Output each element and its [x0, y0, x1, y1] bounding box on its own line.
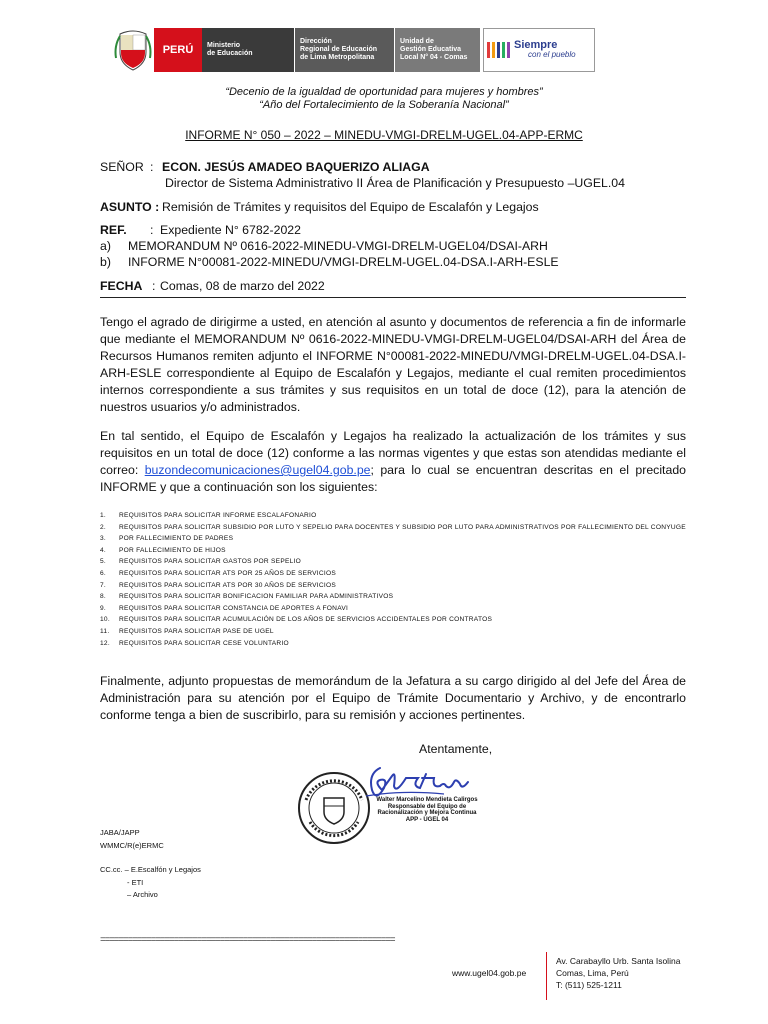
ref-expediente: Expediente N° 6782-2022	[160, 223, 301, 237]
list-item-text: REQUISITOS PARA SOLICITAR PASE DE UGEL	[119, 627, 274, 635]
list-item-text: REQUISITOS PARA SOLICITAR ATS POR 25 AÑOS DE SERVICIOS	[119, 569, 336, 577]
list-item-number: 4.	[100, 546, 106, 554]
cc-eti: - ETI	[127, 878, 144, 887]
list-item-text: REQUISITOS PARA SOLICITAR ACUMULACIÓN DE LOS AÑOS DE SERVICIOS ACCIDENTALES POR CONTRATOS	[119, 616, 493, 624]
list-item-number: 10.	[100, 616, 110, 624]
unidad-block: Unidad de Gestión Educativa Local N° 04 - Comas	[394, 28, 480, 72]
recipient-position: Director de Sistema Administrativo II Área de Planificación y Presupuesto –UGEL.04	[165, 176, 625, 190]
national-seal-icon	[112, 28, 154, 72]
requirements-list	[100, 510, 686, 649]
list-item	[100, 614, 686, 626]
separator-line: ================================================================	[100, 934, 395, 945]
footer-address: Av. Carabayllo Urb. Santa Isolina Comas, Lima, Perú T: (511) 525-1211	[556, 956, 681, 990]
list-item	[100, 591, 686, 603]
cc-archivo: – Archivo	[127, 890, 158, 899]
list-item-text: REQUISITOS PARA SOLICITAR BONIFICACION FAMILIAR PARA ADMINISTRATIVOS	[119, 593, 394, 601]
list-item	[100, 522, 686, 534]
list-item	[100, 510, 686, 522]
list-item-text: REQUISITOS PARA SOLICITAR CONSTANCIA DE APORTES A FONAVI	[119, 604, 349, 612]
list-item	[100, 556, 686, 568]
paragraph-3: Finalmente, adjunto propuestas de memorándum de la Jefatura a su cargo dirigido al del Jefe del Área de Administración para su atención por el Equipo de Trámite Documentario y Archivo, y de encontrarlo conforme tenga a bien de suscribirlo, para su remisión y acciones pertinentes.	[100, 674, 686, 722]
senor-colon: :	[150, 160, 154, 174]
list-item-number: 12.	[100, 639, 110, 647]
cc-line: CC.cc. – E.Escalfón y Legajos	[100, 865, 201, 874]
list-item-text: REQUISITOS PARA SOLICITAR SUBSIDIO POR LUTO Y SEPELIO PARA DOCENTES Y SUBSIDIO POR LUTO PARA ADMINISTRATIVOS POR FALLECIMIENTO DEL CONYUGE	[119, 523, 686, 531]
ref-a-label: a)	[100, 239, 111, 253]
ministerio-block: Ministerio de Educación	[202, 28, 294, 72]
list-item-number: 3.	[100, 535, 106, 543]
decenio-text: “Decenio de la igualdad de oportunidad para mujeres y hombres”	[225, 86, 543, 98]
list-item-number: 8.	[100, 593, 106, 601]
recipient-name: ECON. JESÚS AMADEO BAQUERIZO ALIAGA	[162, 160, 430, 174]
direccion-block: Dirección Regional de Educación de Lima Metropolitana	[294, 28, 394, 72]
footer-website[interactable]: www.ugel04.gob.pe	[452, 968, 527, 978]
list-item-text: REQUISITOS PARA SOLICITAR ATS POR 30 AÑOS DE SERVICIOS	[119, 581, 336, 589]
fecha-text: Comas, 08 de marzo del 2022	[160, 279, 325, 293]
initials-2: WMMC/R(e)ERMC	[100, 841, 164, 850]
list-item	[100, 533, 686, 545]
list-item	[100, 568, 686, 580]
closing-atentamente: Atentamente,	[419, 742, 493, 756]
list-item-number: 9.	[100, 604, 106, 612]
ref-label: REF.	[100, 223, 127, 237]
fecha-label: FECHA	[100, 279, 143, 293]
list-item	[100, 603, 686, 615]
fecha-colon: :	[152, 279, 156, 293]
ref-colon: :	[150, 223, 154, 237]
paragraph-1: Tengo el agrado de dirigirme a usted, en atención al asunto y documentos de referencia a fin de informarle que mediante el MEMORANDUM Nº 0616-2022-MINEDU-VMGI-DRELM-UGEL04/DSAI-ARH del Área de Recursos Humanos remiten adjunto el INFORME N°00081-2022-MINEDU/VMGI-DRELM-UGEL.04-DSA.I-ARH-ESLE correspondiente al Equipo de Escalafón y Legajos, mediante el cual remiten procedimientos internos correspondiente a sus trámites y sus requisitos en un total de doce (12), para la atención de nuestros usuarios y/o administrados.	[100, 315, 686, 414]
list-item	[100, 545, 686, 557]
email-link[interactable]: buzondecomunicaciones@ugel04.gob.pe	[144, 463, 371, 477]
list-item-number: 6.	[100, 569, 106, 577]
header-divider	[100, 297, 686, 298]
list-item-number: 7.	[100, 581, 106, 589]
list-item-text: POR FALLECIMIENTO DE HIJOS	[119, 546, 226, 554]
ref-b-label: b)	[100, 255, 111, 269]
list-item-number: 11.	[100, 627, 110, 635]
list-item-text: REQUISITOS PARA SOLICITAR CESE VOLUNTARIO	[119, 639, 289, 647]
informe-title: INFORME N° 050 – 2022 – MINEDU-VMGI-DRELM-UGEL.04-APP-ERMC	[185, 128, 583, 142]
people-icon	[487, 42, 510, 58]
list-item-number: 5.	[100, 558, 106, 566]
list-item-number: 1.	[100, 512, 106, 519]
list-item-number: 2.	[100, 523, 106, 531]
ref-a: MEMORANDUM Nº 0616-2022-MINEDU-VMGI-DRELM-UGEL04/DSAI-ARH	[128, 239, 548, 253]
official-stamp-icon	[296, 770, 372, 846]
list-item	[100, 580, 686, 592]
footer-divider	[546, 952, 547, 1000]
signature-caption: Walter Marcelino Mendieta Calirgos Responsable del Equipo de Racionalización y Mejora Continua APP - UGEL 04	[376, 797, 478, 823]
list-item	[100, 626, 686, 638]
initials-1: JABA/JAPP	[100, 828, 140, 837]
list-item-text: POR FALLECIMIENTO DE PADRES	[119, 535, 234, 543]
list-item	[100, 638, 686, 650]
asunto-label: ASUNTO :	[100, 200, 160, 214]
siempre-con-el-pueblo-logo: Siempre con el pueblo	[483, 28, 595, 72]
paragraph-2: En tal sentido, el Equipo de Escalafón y Legajos ha realizado la actualización de los trámites y sus requisitos en un total de doce (12) conforme a las normas vigentes y que estas son atendidas mediante el correo: buzondecomunicaciones@ugel04.gob.pe; para lo cual se encuentran descritas en el precitado INFORME y que a continuación son los siguientes:	[100, 429, 686, 494]
list-item-text: REQUISITOS PARA SOLICITAR INFORME ESCALAFONARIO	[119, 512, 317, 519]
senor-label: SEÑOR	[100, 160, 144, 174]
ref-b: INFORME N°00081-2022-MINEDU/VMGI-DRELM-UGEL.04-DSA.I-ARH-ESLE	[128, 255, 559, 269]
anio-text: “Año del Fortalecimiento de la Soberanía Nacional”	[259, 99, 509, 111]
asunto-text: Remisión de Trámites y requisitos del Equipo de Escalafón y Legajos	[162, 200, 539, 214]
list-item-text: REQUISITOS PARA SOLICITAR GASTOS POR SEPELIO	[119, 558, 301, 566]
header-banner	[112, 28, 595, 72]
peru-label: PERÚ	[154, 28, 202, 72]
